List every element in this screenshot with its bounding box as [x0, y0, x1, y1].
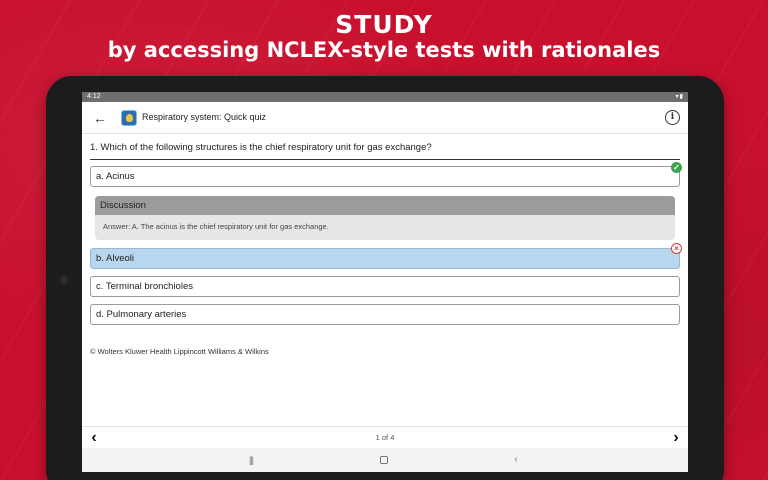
promo-subtitle: by accessing NCLEX-style tests with rationales — [107, 38, 661, 62]
discussion-panel — [95, 196, 675, 240]
app-screen — [82, 92, 688, 472]
app-bar — [82, 102, 688, 134]
copyright-text: © Wolters Kluwer Health Lippincott Williams & Wilkins — [90, 347, 269, 356]
status-time: 4:12 — [87, 93, 101, 100]
option-d[interactable]: d. Pulmonary arteries — [90, 304, 680, 325]
quiz-app-icon — [121, 110, 137, 126]
check-circle-icon: ✓ — [671, 162, 682, 173]
info-icon[interactable]: i — [665, 110, 680, 125]
option-b[interactable]: b. Alveoli — [90, 248, 680, 269]
discussion-answer: Answer: A. The acinus is the chief respiratory unit for gas exchange. — [103, 222, 329, 231]
question-navigation — [82, 426, 688, 448]
promo-title: STUDY — [335, 10, 433, 39]
status-bar — [82, 92, 688, 102]
system-navigation-bar — [82, 448, 688, 472]
back-arrow-icon[interactable]: ← — [93, 110, 107, 126]
option-c[interactable]: c. Terminal bronchioles — [90, 276, 680, 297]
discussion-header: Discussion — [95, 196, 675, 215]
recent-apps-icon[interactable]: ||| — [248, 455, 253, 465]
home-icon[interactable] — [377, 453, 391, 467]
x-circle-icon: × — [671, 243, 682, 254]
camera-dot — [60, 276, 68, 284]
option-a[interactable]: a. Acinus — [90, 166, 680, 187]
system-back-icon[interactable]: ‹ — [514, 454, 518, 465]
page-indicator: 1 of 4 — [375, 433, 395, 442]
chevron-left-icon[interactable]: ‹ — [91, 429, 97, 446]
page-title: Respiratory system: Quick quiz — [142, 112, 267, 122]
question-text: 1. Which of the following structures is the chief respiratory unit for gas exchange? — [90, 142, 680, 160]
battery-signal-icon: ▾▮ — [675, 94, 684, 100]
chevron-right-icon[interactable]: › — [673, 429, 679, 446]
